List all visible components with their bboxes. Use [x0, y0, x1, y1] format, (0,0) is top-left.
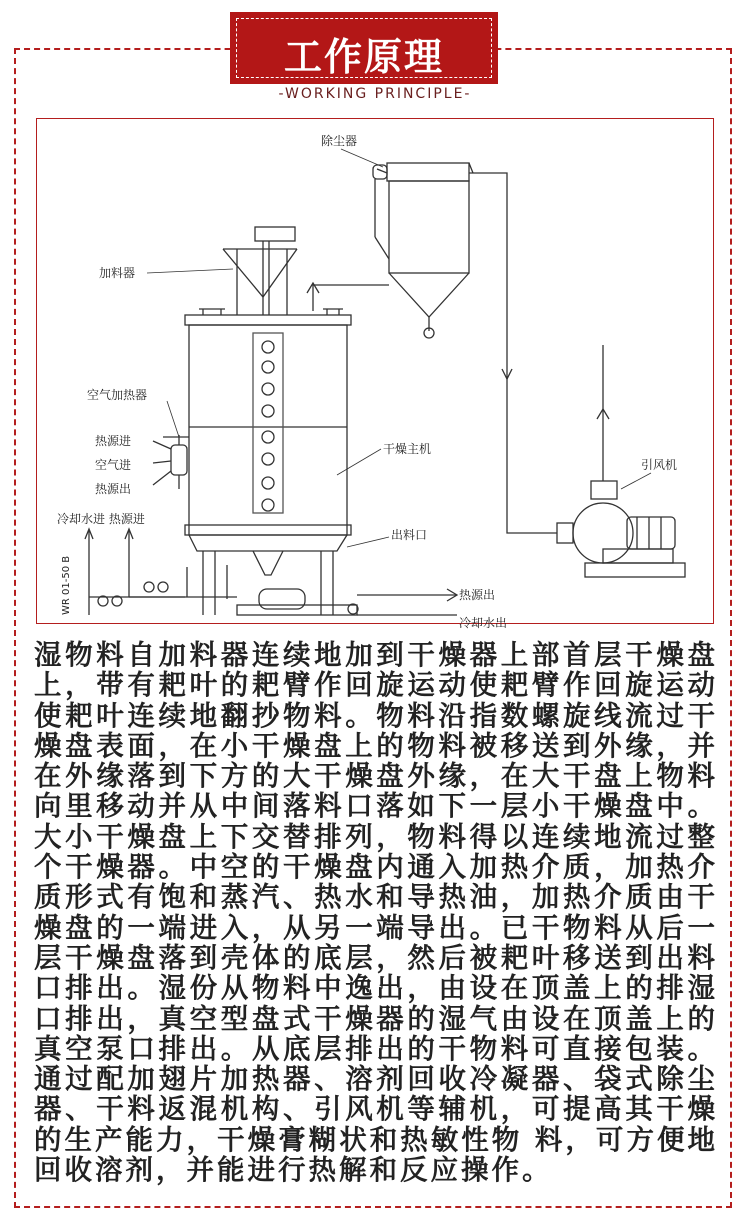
label-fan: 引风机 — [641, 458, 678, 472]
label-heat-out-bottom: 热源出 — [459, 588, 496, 602]
description-text: 湿物料自加料器连续地加到干燥器上部首层干燥盘上，带有耙叶的耙臂作回旋运动使耙臂作回旋运动使耙叶连续地翻抄物料。物料沿指数螺旋线流过干燥盘表面，在小干燥盘上的物料被移送到外缘，并在外缘落到下方的大干燥盘外缘，在大干盘上物料向里移动并从中间落料口落如下一层小干燥盘中。大小干燥盘上下交替排列，物料得以连续地流过整个干燥器。中空的干燥盘内通入加热介质，加热介质形式有饱和蒸汽、热水和导热油，加热介质由干燥盘的一端进入，从另一端导出。已干物料从后一层干燥盘落到壳体的底层，然后被耙叶移送到出料口排出。湿份从物料中逸出，由设在顶盖上的排湿口排出，真空型盘式干燥器的湿气由设在顶盖上的真空泵口排出。从底层排出的干物料可直接包装。通过配加翅片加热器、溶剂回收冷凝器、袋式除尘器、干料返混机构、引风机等辅机，可提高其干燥的生产能力，干燥膏糊状和热敏性物 料，可方便地回收溶剂，并能进行热解和反应操作。 — [34, 639, 718, 1187]
air-heater-shape — [153, 435, 189, 489]
dryer-main-shape — [185, 309, 357, 615]
label-dryer-main: 干燥主机 — [383, 442, 432, 456]
label-feeder: 加料器 — [99, 266, 136, 280]
label-heat-in: 热源进 — [95, 434, 132, 448]
page-subtitle: -WORKING PRINCIPLE- — [278, 86, 472, 102]
fan-shape — [557, 481, 685, 577]
label-cooling-heat-in: 冷却水进 热源进 — [57, 512, 145, 526]
feeder-shape — [223, 227, 297, 315]
process-diagram — [36, 118, 714, 630]
label-cooling-out: 冷却水出 — [459, 616, 508, 630]
label-air-heater: 空气加热器 — [87, 388, 148, 402]
label-heat-out: 热源出 — [95, 482, 132, 496]
label-outlet: 出料口 — [391, 528, 428, 542]
title-banner — [230, 12, 498, 84]
label-dust-collector: 除尘器 — [321, 134, 358, 148]
pipe-to-dust-collector — [313, 285, 389, 311]
label-model: WR 01-50 B — [61, 555, 72, 615]
pipe-to-fan — [469, 173, 557, 533]
dust-collector-shape — [373, 163, 473, 338]
label-air-in: 空气进 — [95, 458, 132, 472]
page-title: 工作原理 — [283, 35, 444, 79]
diagram-drawing — [37, 119, 712, 630]
